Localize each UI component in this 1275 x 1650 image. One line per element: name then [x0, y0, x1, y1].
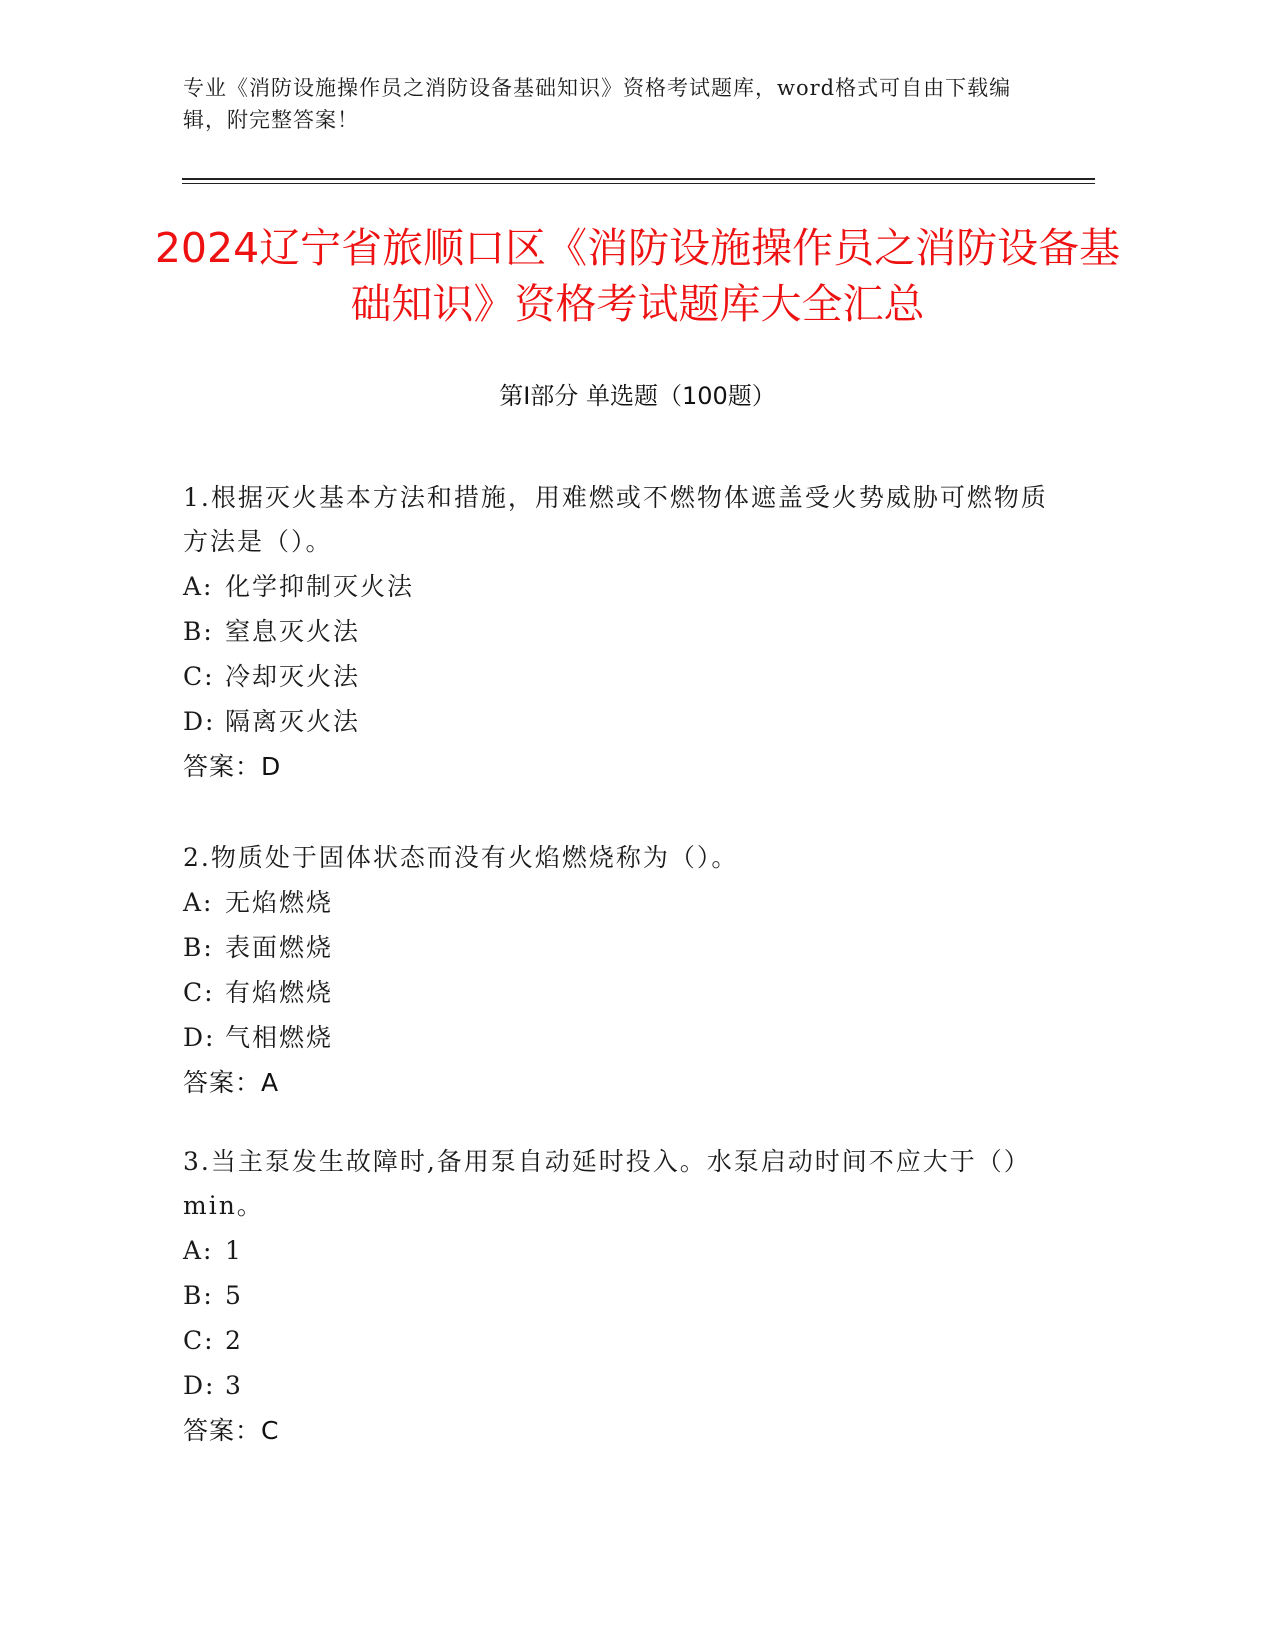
option-d [183, 1363, 1063, 1408]
answer-line: 答案：C [183, 1416, 280, 1445]
answer-line: 答案：D [183, 752, 282, 781]
option-c [183, 1318, 1063, 1363]
option-c [183, 970, 1063, 1015]
option-letter: C: [183, 662, 215, 691]
question-2 [183, 836, 1063, 1105]
option-d [183, 699, 1063, 744]
option-letter: D: [183, 1023, 216, 1052]
option-text: 隔离灭火法 [225, 707, 361, 736]
document-title: 2024辽宁省旅顺口区《消防设施操作员之消防设备基础知识》资格考试题库大全汇总 [154, 224, 1121, 328]
option-letter: C: [183, 1326, 215, 1355]
option-a [183, 880, 1063, 925]
option-text: 2 [225, 1326, 243, 1355]
option-d [183, 1015, 1063, 1060]
option-letter: A: [183, 1236, 214, 1265]
intro-text: 专业《消防设施操作员之消防设备基础知识》资格考试题库，word格式可自由下载编辑，附完整答案！ [183, 76, 1012, 132]
option-text: 化学抑制灭火法 [225, 572, 415, 601]
option-text: 无焰燃烧 [225, 888, 334, 917]
option-letter: D: [183, 1371, 216, 1400]
option-text: 冷却灭火法 [225, 662, 361, 691]
option-letter: C: [183, 978, 215, 1007]
question-stem: 1.根据灭火基本方法和措施，用难燃或不燃物体遮盖受火势威胁可燃物质方法是（）。 [183, 483, 1048, 556]
option-letter: B: [183, 617, 214, 646]
option-letter: A: [183, 888, 214, 917]
option-text: 3 [225, 1371, 243, 1400]
question-stem: 3.当主泵发生故障时,备用泵自动延时投入。水泵启动时间不应大于（）min。 [183, 1147, 1031, 1220]
option-text: 表面燃烧 [225, 933, 334, 962]
option-letter: B: [183, 933, 214, 962]
option-a [183, 564, 1063, 609]
header-divider-thin [182, 183, 1095, 184]
option-text: 窒息灭火法 [225, 617, 361, 646]
option-b [183, 1273, 1063, 1318]
option-text: 有焰燃烧 [225, 978, 334, 1007]
question-3 [183, 1140, 1063, 1453]
answer-line: 答案：A [183, 1068, 280, 1097]
option-letter: B: [183, 1281, 214, 1310]
section-heading: 第Ⅰ部分 单选题（100题） [499, 382, 776, 410]
option-text: 5 [225, 1281, 243, 1310]
option-text: 气相燃烧 [225, 1023, 334, 1052]
option-a [183, 1228, 1063, 1273]
header-divider-thick [182, 178, 1095, 180]
option-text: 1 [225, 1236, 243, 1265]
question-stem: 2.物质处于固体状态而没有火焰燃烧称为（）。 [183, 843, 739, 872]
option-b [183, 925, 1063, 970]
question-1 [183, 476, 1063, 789]
option-c [183, 654, 1063, 699]
option-letter: A: [183, 572, 214, 601]
option-b [183, 609, 1063, 654]
option-letter: D: [183, 707, 216, 736]
